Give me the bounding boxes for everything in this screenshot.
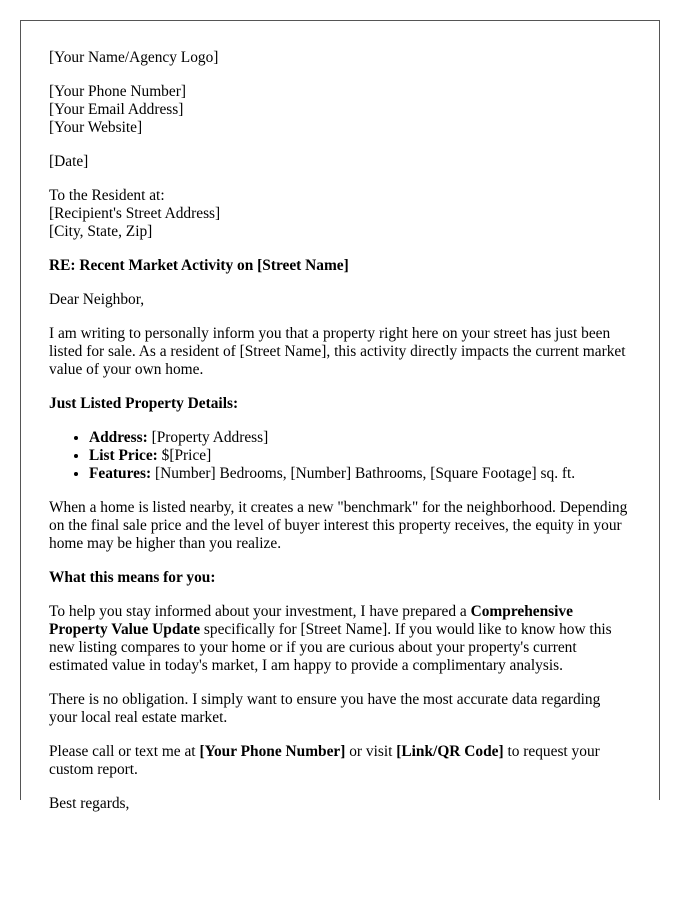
- closing: [49, 795, 631, 813]
- benchmark-paragraph: [49, 499, 631, 553]
- subject-text: RE: Recent Market Activity on [Street Name]: [49, 257, 349, 274]
- recipient-street: [Recipient's Street Address]: [49, 205, 221, 222]
- benchmark-text: When a home is listed nearby, it creates a new "benchmark" for the neighborhood. Depending on the final sale price and the level of buyer interest this property receives, the equity in your home may be higher than you realize.: [49, 499, 628, 552]
- list-item-price: [89, 447, 631, 465]
- meaning-heading: [49, 569, 631, 587]
- recipient-city: [City, State, Zip]: [49, 223, 153, 240]
- obligation-text: There is no obligation. I simply want to ensure you have the most accurate data regarding your local real estate market.: [49, 691, 601, 726]
- obligation-paragraph: [49, 691, 631, 727]
- cta-text-part2: or visit: [345, 743, 397, 760]
- cta-paragraph: [49, 743, 631, 779]
- cta-link: [Link/QR Code]: [396, 743, 504, 760]
- salutation: [49, 291, 631, 309]
- features-value: [Number] Bedrooms, [Number] Bathrooms, [Square Footage] sq. ft.: [151, 465, 576, 482]
- agency-name: [49, 49, 631, 67]
- letter-page: [20, 20, 660, 812]
- address-value: [Property Address]: [147, 429, 269, 446]
- meaning-paragraph: [49, 603, 631, 675]
- cta-text-part3: to request your custom report.: [49, 743, 600, 778]
- subject-line: [49, 257, 631, 275]
- contact-website: [Your Website]: [49, 119, 143, 136]
- address-label: Address:: [89, 429, 148, 446]
- listing-heading: [49, 395, 631, 413]
- letter-content: [21, 21, 659, 813]
- meaning-bold-text: Comprehensive Property Value Update: [49, 603, 573, 638]
- intro-text: I am writing to personally inform you that a property right here on your street has just been listed for sale. As a resident of [Street Name], this activity directly impacts the current market value of your own home.: [49, 325, 626, 378]
- date-text: [Date]: [49, 153, 89, 170]
- features-label: Features:: [89, 465, 152, 482]
- list-item-features: [89, 465, 631, 483]
- letter-date: [49, 153, 631, 171]
- recipient-line: To the Resident at:: [49, 187, 165, 204]
- price-value: $[Price]: [157, 447, 212, 464]
- meaning-heading-text: What this means for you:: [49, 569, 216, 586]
- closing-text: Best regards,: [49, 795, 130, 812]
- agency-name-logo: [Your Name/Agency Logo]: [49, 49, 219, 66]
- salutation-text: Dear Neighbor,: [49, 291, 145, 308]
- cta-text-part1: Please call or text me at: [49, 743, 200, 760]
- meaning-text-part2: specifically for [Street Name]. If you would like to know how this new listing compares to your home or if you are curious about your property's current estimated value in today's market, I am happy to provide a complimentary analysis.: [49, 621, 612, 674]
- meaning-text-part1: To help you stay informed about your investment, I have prepared a: [49, 603, 471, 620]
- list-item-address: [89, 429, 631, 447]
- listing-details-list: [49, 429, 631, 483]
- intro-paragraph: [49, 325, 631, 379]
- contact-email: [Your Email Address]: [49, 101, 184, 118]
- contact-phone: [Your Phone Number]: [49, 83, 186, 100]
- recipient-block: [49, 187, 631, 241]
- cta-phone: [Your Phone Number]: [199, 743, 346, 760]
- price-label: List Price:: [89, 447, 158, 464]
- listing-heading-text: Just Listed Property Details:: [49, 395, 239, 412]
- contact-block: [49, 83, 631, 137]
